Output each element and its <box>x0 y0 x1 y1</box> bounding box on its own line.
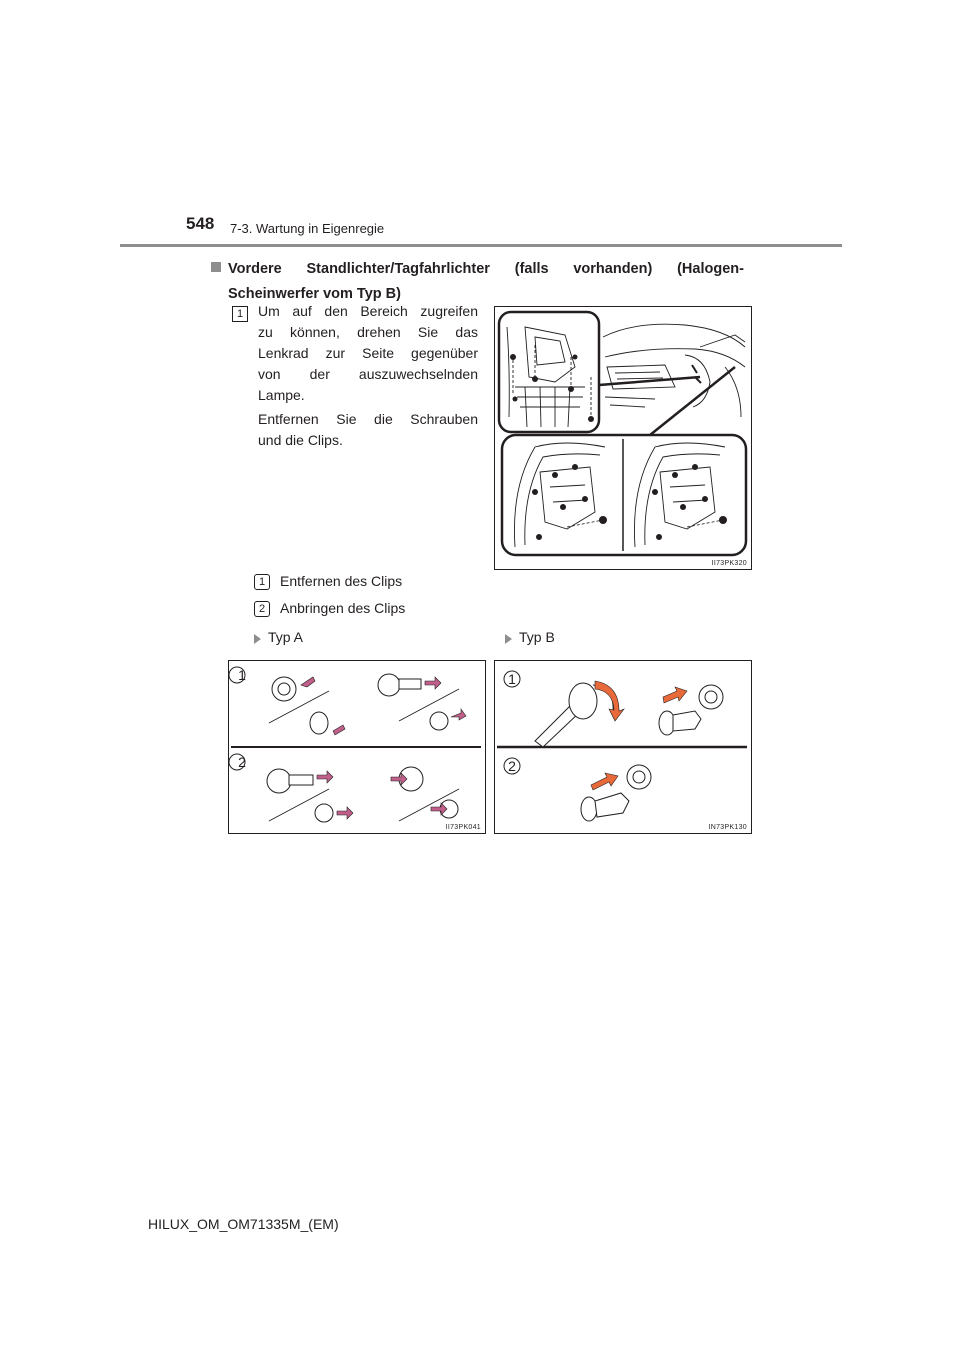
triangle-bullet-icon <box>254 634 261 644</box>
row-number: 1 <box>508 671 516 687</box>
row-number: 2 <box>508 758 516 774</box>
clip-type-b-drawing <box>495 661 751 833</box>
legend-text: Entfernen des Clips <box>280 573 403 589</box>
row-number: 2 <box>238 754 246 770</box>
legend-number: 2 <box>254 601 270 617</box>
heading-line-2: Scheinwerfer vom Typ B) <box>228 286 401 302</box>
figure-code: IN73PK130 <box>708 824 747 831</box>
step-number-box: 1 <box>232 306 248 322</box>
headlight-access-drawing <box>495 307 751 569</box>
text-line: zu können, drehen Sie das <box>258 324 478 340</box>
text-line: Entfernen Sie die Schrauben <box>258 411 478 427</box>
type-a-label: Typ A <box>268 629 304 645</box>
section-heading <box>228 257 744 307</box>
section-title: 7-3. Wartung in Eigenregie <box>230 221 385 236</box>
legend-number: 1 <box>254 574 270 590</box>
triangle-bullet-icon <box>505 634 512 644</box>
text-line: Lampe. <box>258 387 305 403</box>
text-line: von der auszuwechselnden <box>258 366 478 382</box>
step-instruction-2 <box>258 409 478 451</box>
figure-type-a <box>228 660 486 834</box>
text-line: Lenkrad zur Seite gegenüber <box>258 345 478 361</box>
clip-type-a-drawing <box>229 661 485 833</box>
legend-text: Anbringen des Clips <box>280 600 406 616</box>
row-number: 1 <box>238 667 246 683</box>
step-instruction-1 <box>258 301 478 406</box>
figure-code: II73PK320 <box>711 560 747 567</box>
page-number: 548 <box>186 214 215 233</box>
figure-code: II73PK041 <box>445 824 481 831</box>
document-id: HILUX_OM_OM71335M_(EM) <box>148 1216 339 1232</box>
header-rule <box>120 244 842 247</box>
illustration-headlight-access <box>494 306 752 570</box>
text-line: Um auf den Bereich zugreifen <box>258 303 478 319</box>
text-line: und die Clips. <box>258 432 343 448</box>
heading-bullet-icon <box>211 262 221 272</box>
figure-type-b <box>494 660 752 834</box>
heading-line-1: Vordere Standlichter/Tagfahrlichter (falls vorhanden) (Halogen- <box>228 261 744 277</box>
type-b-label: Typ B <box>519 629 555 645</box>
